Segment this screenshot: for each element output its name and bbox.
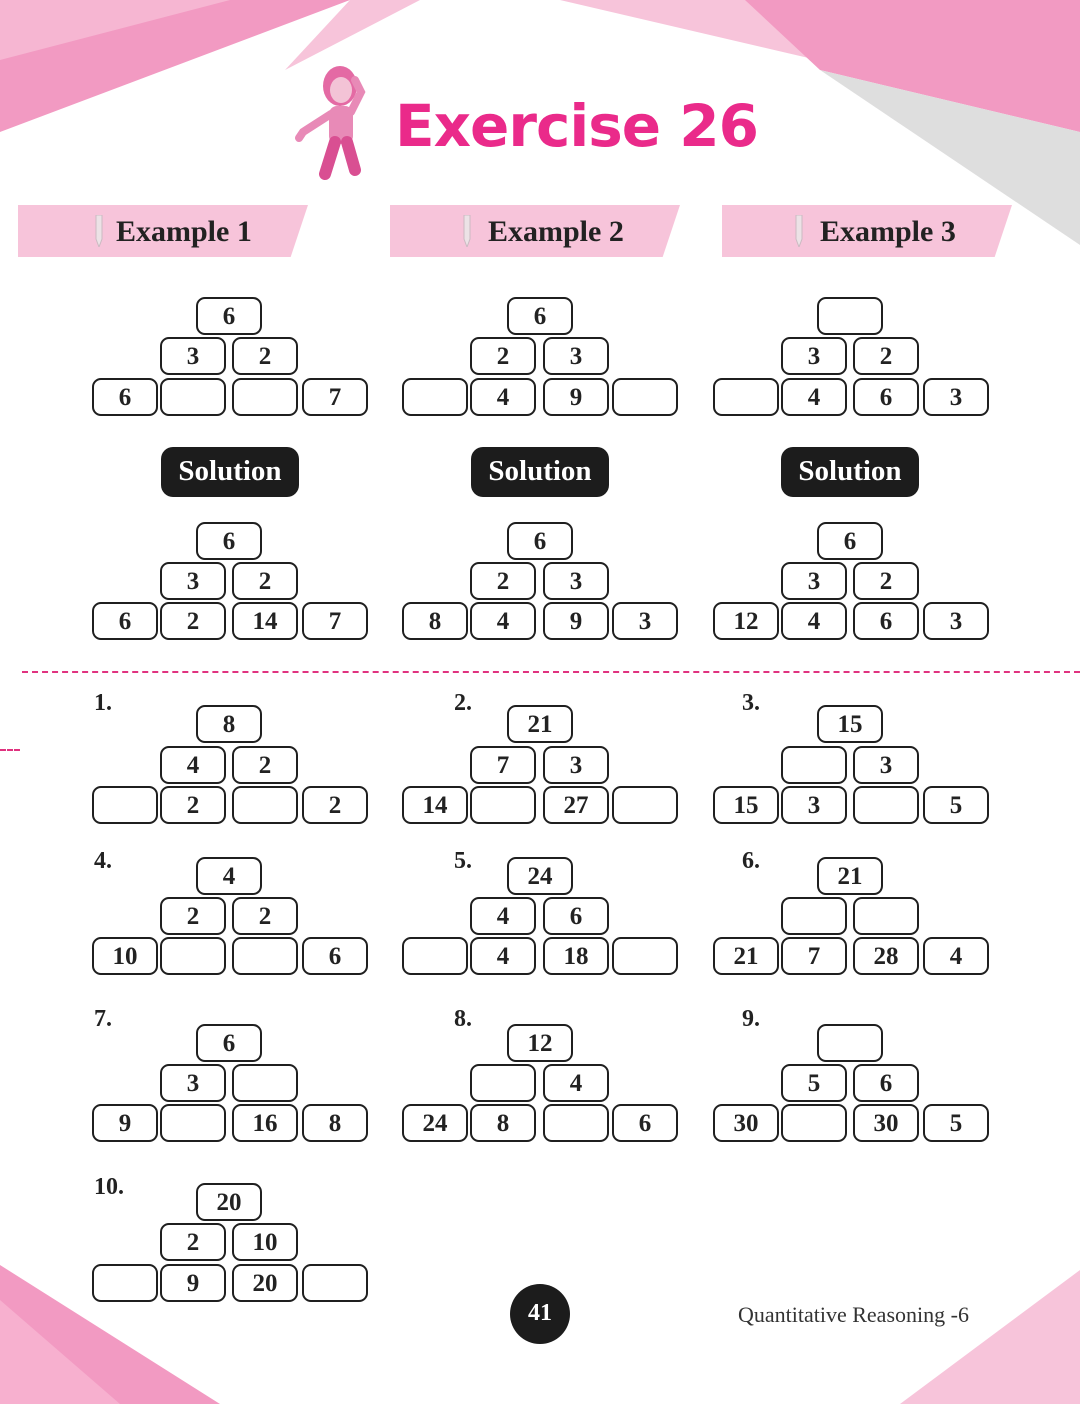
solution-3-mid-cell: 3 [781,562,847,600]
question-number: 10. [94,1174,124,1200]
section-divider [22,671,1080,673]
q9-bottom-cell[interactable]: 30 [853,1104,919,1142]
q5-bottom-cell[interactable]: 4 [470,937,536,975]
example-1-mid-cell: 3 [160,337,226,375]
solution-2-bottom-cell: 3 [612,602,678,640]
q7-mid-cell[interactable]: 3 [160,1064,226,1102]
solution-1-bottom-cell: 6 [92,602,158,640]
q4-top-cell[interactable]: 4 [196,857,262,895]
pencil-icon [458,215,476,247]
q7-bottom-cell[interactable]: 9 [92,1104,158,1142]
q2-mid-cell[interactable]: 3 [543,746,609,784]
solution-1-bottom-cell: 7 [302,602,368,640]
solution-1-bottom-cell: 14 [232,602,298,640]
q5-bottom-cell[interactable] [402,937,468,975]
example-1-label: Example 1 [116,215,252,248]
q4-mid-cell[interactable]: 2 [232,897,298,935]
q10-bottom-cell[interactable]: 20 [232,1264,298,1302]
q2-bottom-cell[interactable]: 14 [402,786,468,824]
q9-bottom-cell[interactable]: 5 [923,1104,989,1142]
q9-mid-cell[interactable]: 5 [781,1064,847,1102]
solution-2-bottom-cell: 9 [543,602,609,640]
example-1-bottom-cell [232,378,298,416]
q2-mid-cell[interactable]: 7 [470,746,536,784]
q1-mid-cell[interactable]: 4 [160,746,226,784]
q8-bottom-cell[interactable]: 8 [470,1104,536,1142]
q4-bottom-cell[interactable]: 6 [302,937,368,975]
solution-3-mid-cell: 2 [853,562,919,600]
example-3-top-cell [817,297,883,335]
q10-mid-cell[interactable]: 10 [232,1223,298,1261]
example-2-mid-cell: 2 [470,337,536,375]
solution-label: Solution [471,447,609,497]
solution-3-bottom-cell: 12 [713,602,779,640]
example-1-mid-cell: 2 [232,337,298,375]
question-number: 7. [94,1006,112,1032]
example-1-bottom-cell: 6 [92,378,158,416]
solution-1-bottom-cell: 2 [160,602,226,640]
q9-mid-cell[interactable]: 6 [853,1064,919,1102]
q6-bottom-cell[interactable]: 21 [713,937,779,975]
q6-bottom-cell[interactable]: 4 [923,937,989,975]
q2-bottom-cell[interactable] [612,786,678,824]
question-number: 1. [94,690,112,716]
solution-2-mid-cell: 3 [543,562,609,600]
solution-label: Solution [161,447,299,497]
q7-top-cell[interactable]: 6 [196,1024,262,1062]
section-divider-mark [0,749,20,751]
q2-top-cell[interactable]: 21 [507,705,573,743]
q8-mid-cell[interactable] [470,1064,536,1102]
example-1-bottom-cell: 7 [302,378,368,416]
page-title: Exercise 26 [395,92,758,160]
q7-bottom-cell[interactable] [160,1104,226,1142]
pencil-icon [790,215,808,247]
q7-mid-cell[interactable] [232,1064,298,1102]
q4-bottom-cell[interactable] [160,937,226,975]
q9-bottom-cell[interactable]: 30 [713,1104,779,1142]
q8-bottom-cell[interactable] [543,1104,609,1142]
example-3-mid-cell: 3 [781,337,847,375]
example-2-bottom-cell: 4 [470,378,536,416]
example-2-mid-cell: 3 [543,337,609,375]
q8-bottom-cell[interactable]: 24 [402,1104,468,1142]
q1-bottom-cell[interactable]: 2 [160,786,226,824]
footer-text: Quantitative Reasoning -6 [738,1302,969,1327]
example-3-bottom-cell: 3 [923,378,989,416]
example-2-bottom-cell [612,378,678,416]
q3-bottom-cell[interactable] [853,786,919,824]
solution-2-bottom-cell: 4 [470,602,536,640]
q10-bottom-cell[interactable] [92,1264,158,1302]
example-2-label: Example 2 [488,215,624,248]
q4-bottom-cell[interactable] [232,937,298,975]
solution-3-bottom-cell: 6 [853,602,919,640]
q5-top-cell[interactable]: 24 [507,857,573,895]
question-number: 3. [742,690,760,716]
q7-bottom-cell[interactable]: 16 [232,1104,298,1142]
example-1-top-cell: 6 [196,297,262,335]
q3-top-cell[interactable]: 15 [817,705,883,743]
q8-mid-cell[interactable]: 4 [543,1064,609,1102]
page-number: 41 [510,1284,570,1344]
q7-bottom-cell[interactable]: 8 [302,1104,368,1142]
question-number: 2. [454,690,472,716]
example-3-mid-cell: 2 [853,337,919,375]
q1-mid-cell[interactable]: 2 [232,746,298,784]
mascot-girl-icon [295,58,385,188]
example-3-label: Example 3 [820,215,956,248]
q2-bottom-cell[interactable] [470,786,536,824]
question-number: 6. [742,848,760,874]
solution-1-mid-cell: 3 [160,562,226,600]
q5-bottom-cell[interactable] [612,937,678,975]
q6-bottom-cell[interactable]: 28 [853,937,919,975]
q8-top-cell[interactable]: 12 [507,1024,573,1062]
q9-bottom-cell[interactable] [781,1104,847,1142]
q3-mid-cell[interactable] [781,746,847,784]
solution-3-bottom-cell: 3 [923,602,989,640]
example-2-bottom-cell [402,378,468,416]
q5-bottom-cell[interactable]: 18 [543,937,609,975]
solution-1-top-cell: 6 [196,522,262,560]
example-2-bottom-cell: 9 [543,378,609,416]
example-1-bottom-cell [160,378,226,416]
q4-mid-cell[interactable]: 2 [160,897,226,935]
q10-bottom-cell[interactable] [302,1264,368,1302]
question-number: 9. [742,1006,760,1032]
solution-3-bottom-cell: 4 [781,602,847,640]
example-3-bottom-cell: 4 [781,378,847,416]
q1-top-cell[interactable]: 8 [196,705,262,743]
example-2-top-cell: 6 [507,297,573,335]
solution-2-bottom-cell: 8 [402,602,468,640]
q4-bottom-cell[interactable]: 10 [92,937,158,975]
q3-bottom-cell[interactable]: 15 [713,786,779,824]
solution-1-mid-cell: 2 [232,562,298,600]
q6-top-cell[interactable]: 21 [817,857,883,895]
example-3-bottom-cell [713,378,779,416]
question-number: 8. [454,1006,472,1032]
q6-bottom-cell[interactable]: 7 [781,937,847,975]
example-3-header [722,205,1012,257]
q8-bottom-cell[interactable]: 6 [612,1104,678,1142]
solution-2-top-cell: 6 [507,522,573,560]
question-number: 4. [94,848,112,874]
solution-3-top-cell: 6 [817,522,883,560]
solution-label: Solution [781,447,919,497]
q1-bottom-cell[interactable]: 2 [302,786,368,824]
q5-mid-cell[interactable]: 6 [543,897,609,935]
example-1-header [18,205,308,257]
q6-mid-cell[interactable] [853,897,919,935]
example-3-bottom-cell: 6 [853,378,919,416]
q10-mid-cell[interactable]: 2 [160,1223,226,1261]
q3-bottom-cell[interactable]: 3 [781,786,847,824]
q1-bottom-cell[interactable] [92,786,158,824]
q10-bottom-cell[interactable]: 9 [160,1264,226,1302]
q5-mid-cell[interactable]: 4 [470,897,536,935]
solution-2-mid-cell: 2 [470,562,536,600]
q2-bottom-cell[interactable]: 27 [543,786,609,824]
question-number: 5. [454,848,472,874]
q6-mid-cell[interactable] [781,897,847,935]
q9-top-cell[interactable] [817,1024,883,1062]
example-2-header [390,205,680,257]
q10-top-cell[interactable]: 20 [196,1183,262,1221]
pencil-icon [90,215,108,247]
q1-bottom-cell[interactable] [232,786,298,824]
q3-bottom-cell[interactable]: 5 [923,786,989,824]
q3-mid-cell[interactable]: 3 [853,746,919,784]
